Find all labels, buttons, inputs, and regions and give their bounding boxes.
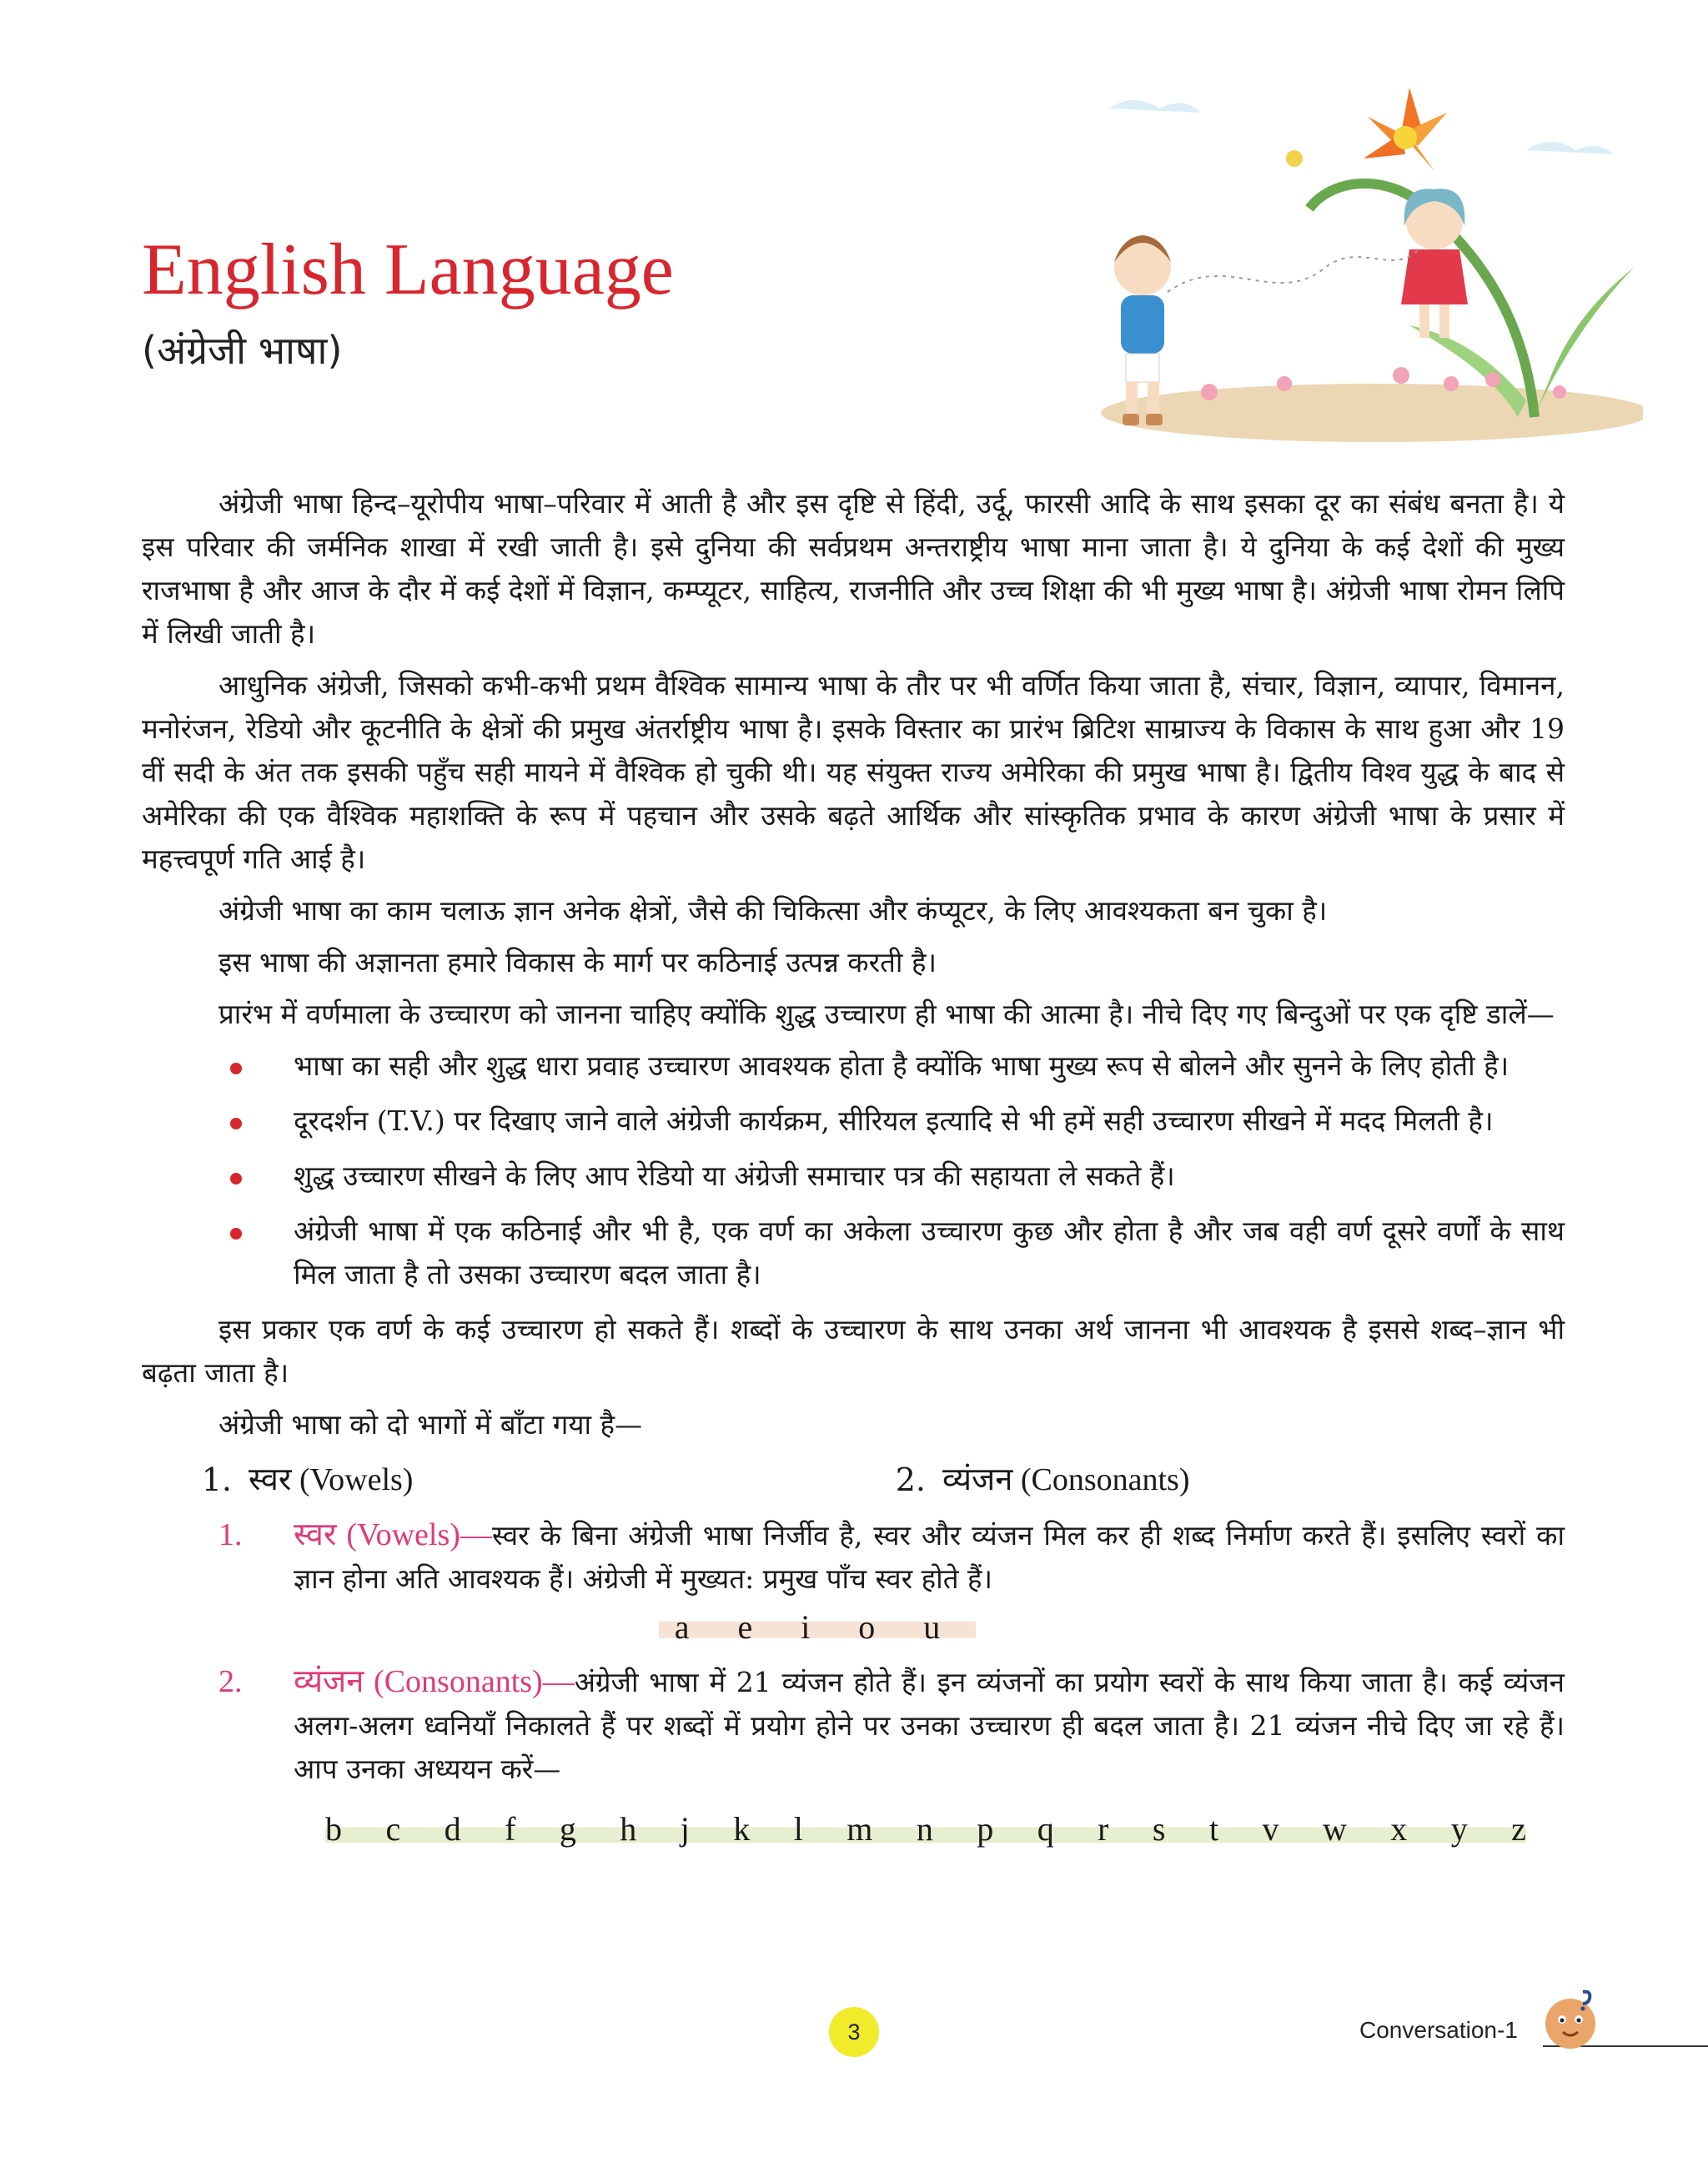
children-flower-illustration [1059,83,1643,450]
intro-paragraph-3: अंग्रेजी भाषा का काम चलाऊ ज्ञान अनेक क्षेत्रों, जैसे की चिकित्सा और कंप्यूटर, के लिए आवश्यकता बन चुका है। [219,894,1328,927]
bullet-list [142,1044,1565,1296]
list-item: भाषा का सही और शुद्ध धारा प्रवाह उच्चारण आवश्यक होता है क्योंकि भाषा मुख्य रूप से बोलने और सुनने के लिए होती है। [142,1044,1565,1088]
consonant-letter: n [916,1810,933,1848]
mascot-icon [1533,1982,1608,2057]
page-number: 3 [829,2007,879,2057]
consonant-letter: f [505,1810,516,1848]
division-consonants: 2. व्यंजन (Consonants) [895,1461,1190,1498]
consonant-letter: l [793,1810,803,1848]
intro-paragraph-4: इस भाषा की अज्ञानता हमारे विकास के मार्ग पर कठिनाई उत्पन्न करती है। [219,946,937,978]
consonant-letter: d [444,1810,461,1848]
consonant-letter: j [680,1810,690,1848]
consonant-letter: w [1322,1810,1347,1848]
division-vowels: 1. स्वर (Vowels) [201,1461,414,1498]
page-title: English Language [142,229,674,310]
division-list [142,1455,1565,1505]
vowels-heading: स्वर (Vowels)— [294,1517,492,1552]
bullet-icon [230,1228,242,1240]
consonant-letter: v [1262,1810,1279,1848]
consonant-letter: x [1390,1810,1408,1848]
consonant-letter: s [1152,1810,1166,1848]
main-content [142,482,1565,1849]
intro-paragraph-2: आधुनिक अंग्रेजी, जिसको कभी-कभी प्रथम वैश्विक सामान्य भाषा के तौर पर भी वर्णित किया जाता है, संचार, विज्ञान, व्यापार, विमानन, मनोरंजन, रेडियो और कूटनीति के क्षेत्रों की प्रमुख अंतर्राष्ट्रीय भाषा है। इसके विस्तार का प्रारंभ ब्रिटिश साम्राज्य के विकास के साथ हुआ और 19 वीं सदी के अंत तक इसकी पहुँच सही मायने में वैश्विक हो चुकी थी। यह संयुक्त राज्य अमेरिका की प्रमुख भाषा है। द्वितीय विश्व युद्ध के बाद से अमेरिका की एक वैश्विक महाशक्ति के रूप में पहचान और उसके बढ़ते आर्थिक और सांस्कृतिक प्रभाव के कारण अंग्रेजी भाषा के प्रसार में महत्त्वपूर्ण गति आई है। [142,669,1565,875]
bullet-icon [230,1118,242,1129]
consonant-letter: t [1208,1810,1219,1848]
summary-paragraph: इस प्रकार एक वर्ण के कई उच्चारण हो सकते हैं। शब्दों के उच्चारण के साथ उनका अर्थ जानना भी आवश्यक है इससे शब्द–ज्ञान भी बढ़ता जाता है। [142,1313,1565,1389]
intro-paragraph-5: प्रारंभ में वर्णमाला के उच्चारण को जानना चाहिए क्योंकि शुद्ध उच्चारण ही भाषा की आत्मा है। नीचे दिए गए बिन्दुओं पर एक दृष्टि डालें— [219,998,1555,1030]
consonant-letter: z [1511,1810,1526,1848]
consonant-letters [325,1809,1526,1849]
bullet-icon [230,1063,242,1074]
division-paragraph: अंग्रेजी भाषा को दो भागों में बाँटा गया है— [219,1408,643,1441]
consonant-letter: b [325,1810,342,1848]
consonant-letter: q [1037,1810,1054,1848]
consonant-letter: r [1098,1810,1109,1848]
intro-paragraph-1: अंग्रेजी भाषा हिन्द–यूरोपीय भाषा–परिवार में आती है और इस दृष्टि से हिंदी, उर्दू, फारसी आदि के साथ इसका दूर का संबंध बनता है। ये इस परिवार की जर्मनिक शाखा में रखी जाती है। इसे दुनिया की सर्वप्रथम अन्तराष्ट्रीय भाषा माना जाता है। ये दुनिया के कई देशों की मुख्य राजभाषा है और आज के दौर में कई देशों में विज्ञान, कम्प्यूटर, साहित्य, राजनीति और उच्च शिक्षा की भी मुख्य भाषा है। अंग्रेजी भाषा रोमन लिपि में लिखी जाती है। [142,487,1565,650]
consonant-letter: g [559,1810,576,1848]
vowel-letters: a e i o u [659,1607,976,1647]
list-item: दूरदर्शन (T.V.) पर दिखाए जाने वाले अंग्रेजी कार्यक्रम, सीरियल इत्यादि से भी हमें सही उच्चारण सीखने में मदद मिलती है। [142,1099,1565,1143]
consonants-definition: 2. व्यंजन (Consonants)—अंग्रेजी भाषा में 21 व्यंजन होते हैं। इन व्यंजनों का प्रयोग स्वरों के साथ किया जाता है। कई व्यंजन अलग-अलग ध्वनियाँ निकालते हैं पर शब्दों में प्रयोग होने पर उनका उच्चारण ही बदल जाता है। 21 व्यंजन नीचे दिए जा रहे हैं। आप उनका अध्ययन करें— [219,1664,1565,1785]
consonant-letter: k [733,1810,751,1848]
page-subtitle: (अंग्रेजी भाषा) [142,328,343,373]
list-item: अंग्रेजी भाषा में एक कठिनाई और भी है, एक वर्ण का अकेला उच्चारण कुछ और होता है और जब वही वर्ण दूसरे वर्णों के साथ मिल जाता है तो उसका उच्चारण बदल जाता है। [142,1210,1565,1296]
consonant-letter: p [977,1810,994,1848]
consonant-letter: y [1450,1810,1468,1848]
vowels-definition: 1. स्वर (Vowels)—स्वर के बिना अंग्रेजी भाषा निर्जीव है, स्वर और व्यंजन मिल कर ही शब्द निर्माण करते हैं। इसलिए स्वरों का ज्ञान होना अति आवश्यक हैं। अंग्रेजी में मुख्यत: प्रमुख पाँच स्वर होते हैं। [219,1517,1565,1595]
consonant-letter: c [385,1810,401,1848]
list-item: शुद्ध उच्चारण सीखने के लिए आप रेडियो या अंग्रेजी समाचार पत्र की सहायता ले सकते हैं। [142,1154,1565,1198]
consonant-letter: m [846,1810,873,1848]
consonants-heading: व्यंजन (Consonants)— [294,1664,575,1699]
bullet-icon [230,1173,242,1185]
book-label: Conversation-1 [1359,2017,1518,2043]
consonant-letter: h [620,1810,637,1848]
